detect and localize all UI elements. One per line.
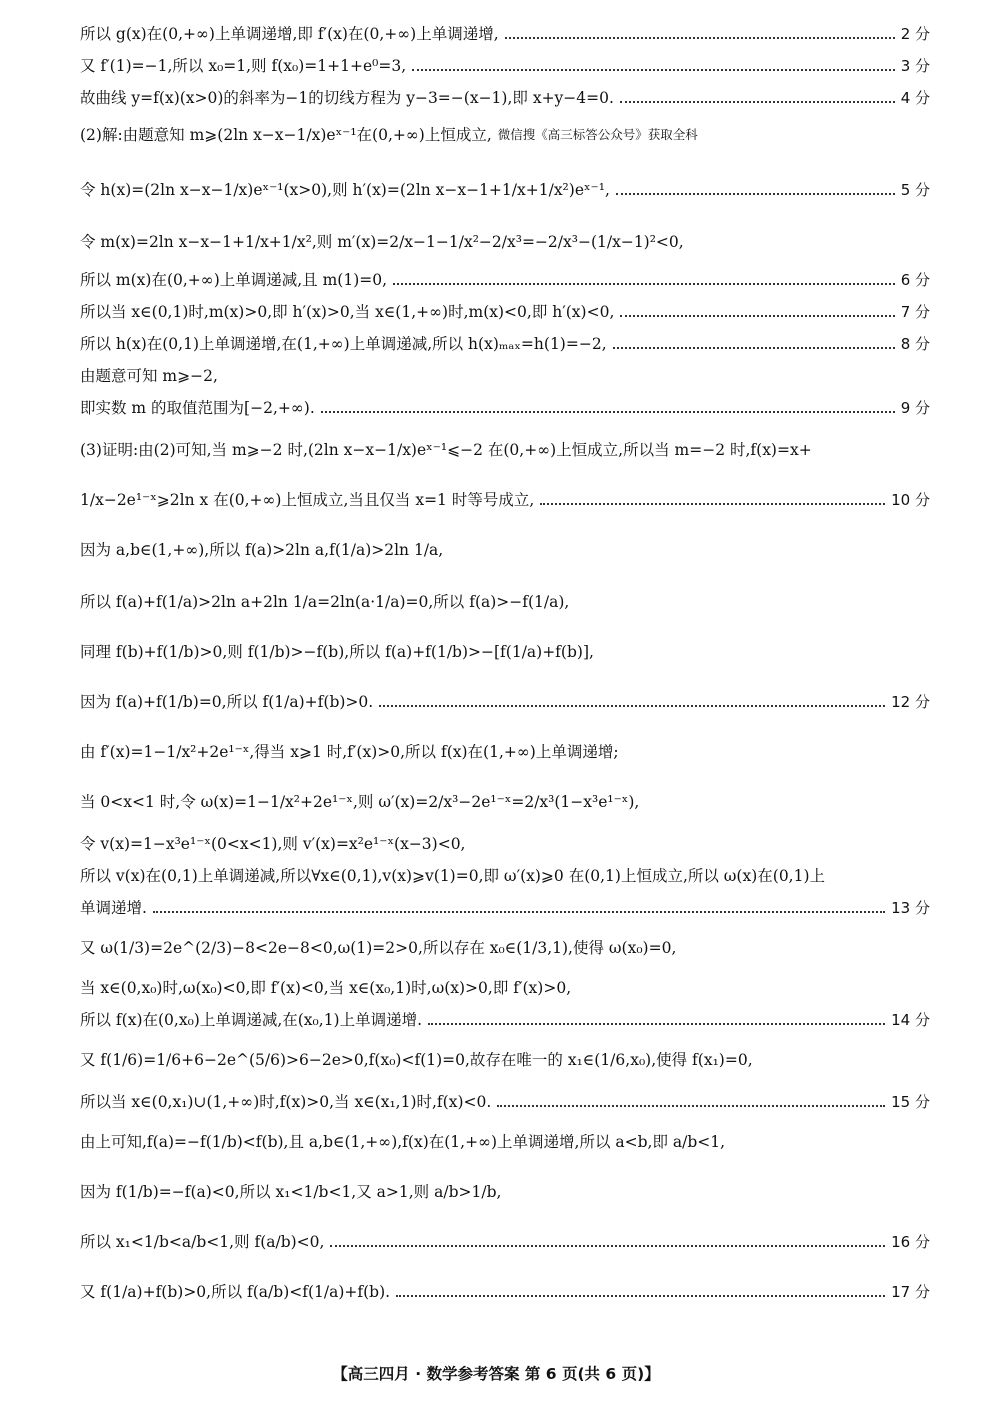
dot-leader [153, 911, 885, 913]
text-line: (3)证明:由(2)可知,当 m⩾−2 时,(2ln x−x−1/x)eˣ⁻¹⩽−2 在(0,+∞)上恒成立,所以当 m=−2 时,f(x)=x+ [80, 441, 812, 459]
page-footer: 【高三四月 · 数学参考答案 第 6 页(共 6 页)】 [332, 1365, 660, 1383]
text-line: 即实数 m 的取值范围为[−2,+∞). 9 分 [80, 399, 930, 417]
text-line: 当 x∈(0,x₀)时,ω(x₀)<0,即 f′(x)<0,当 x∈(x₀,1)时,ω(x)>0,即 f′(x)>0, [80, 979, 572, 997]
text-line: 令 h(x)=(2ln x−x−1/x)eˣ⁻¹(x>0),则 h′(x)=(2ln x−x−1+1/x+1/x²)eˣ⁻¹, 5 分 [80, 181, 930, 199]
text-line: 由题意可知 m⩾−2, [80, 367, 218, 385]
score-mark: 5 分 [900, 181, 930, 199]
text-line: 因为 a,b∈(1,+∞),所以 f(a)>2ln a,f(1/a)>2ln 1/a, [80, 541, 444, 559]
dot-leader [428, 1023, 885, 1025]
text-line: 所以当 x∈(0,x₁)∪(1,+∞)时,f(x)>0,当 x∈(x₁,1)时,f(x)<0. 15 分 [80, 1093, 930, 1111]
text-line: 所以 f(x)在(0,x₀)上单调递减,在(x₀,1)上单调递增. 14 分 [80, 1011, 930, 1029]
score-mark: 14 分 [891, 1011, 930, 1029]
score-mark: 16 分 [891, 1233, 930, 1251]
text-line: 又 f(1/a)+f(b)>0,所以 f(a/b)<f(1/a)+f(b). 17 分 [80, 1283, 930, 1301]
text-line: 由上可知,f(a)=−f(1/b)<f(b),且 a,b∈(1,+∞),f(x)在(1,+∞)上单调递增,所以 a<b,即 a/b<1, [80, 1133, 726, 1151]
score-mark: 15 分 [891, 1093, 930, 1111]
score-mark: 17 分 [891, 1283, 930, 1301]
dot-leader [412, 69, 895, 71]
score-mark: 4 分 [900, 89, 930, 107]
text-line: (2)解:由题意知 m⩾(2ln x−x−1/x)eˣ⁻¹在(0,+∞)上恒成立, 微信搜《高三标答公众号》获取全科 [80, 126, 698, 144]
text-line: 所以 m(x)在(0,+∞)上单调递减,且 m(1)=0, 6 分 [80, 271, 930, 289]
dot-leader [613, 347, 895, 349]
text-line: 由 f′(x)=1−1/x²+2e¹⁻ˣ,得当 x⩾1 时,f′(x)>0,所以 f(x)在(1,+∞)上单调递增; [80, 743, 619, 761]
text-line: 所以 x₁<1/b<a/b<1,则 f(a/b)<0, 16 分 [80, 1233, 930, 1251]
text-line: 令 m(x)=2ln x−x−1+1/x+1/x²,则 m′(x)=2/x−1−1/x²−2/x³=−2/x³−(1/x−1)²<0, [80, 233, 684, 251]
text-line: 又 ω(1/3)=2e^(2/3)−8<2e−8<0,ω(1)=2>0,所以存在 x₀∈(1/3,1),使得 ω(x₀)=0, [80, 939, 677, 957]
score-mark: 2 分 [900, 25, 930, 43]
score-mark: 3 分 [900, 57, 930, 75]
text-line: 同理 f(b)+f(1/b)>0,则 f(1/b)>−f(b),所以 f(a)+f(1/b)>−[f(1/a)+f(b)], [80, 643, 594, 661]
dot-leader [620, 315, 894, 317]
dot-leader [540, 503, 885, 505]
dot-leader [379, 705, 885, 707]
score-mark: 10 分 [891, 491, 930, 509]
dot-leader [330, 1245, 885, 1247]
score-mark: 9 分 [900, 399, 930, 417]
score-mark: 13 分 [891, 899, 930, 917]
text-line: 1/x−2e¹⁻ˣ⩾2ln x 在(0,+∞)上恒成立,当且仅当 x=1 时等号成立, 10 分 [80, 491, 930, 509]
dot-leader [616, 193, 895, 195]
dot-leader [620, 101, 895, 103]
dot-leader [505, 37, 895, 39]
text-line: 单调递增. 13 分 [80, 899, 930, 917]
text-line: 又 f(1/6)=1/6+6−2e^(5/6)>6−2e>0,f(x₀)<f(1)=0,故存在唯一的 x₁∈(1/6,x₀),使得 f(x₁)=0, [80, 1051, 753, 1069]
text-line: 所以 g(x)在(0,+∞)上单调递增,即 f′(x)在(0,+∞)上单调递增, 2 分 [80, 25, 930, 43]
text-line: 所以当 x∈(0,1)时,m(x)>0,即 h′(x)>0,当 x∈(1,+∞)时,m(x)<0,即 h′(x)<0, 7 分 [80, 303, 930, 321]
dot-leader [497, 1105, 885, 1107]
text-line: 故曲线 y=f(x)(x>0)的斜率为−1的切线方程为 y−3=−(x−1),即 x+y−4=0. 4 分 [80, 89, 930, 107]
text-line: 所以 v(x)在(0,1)上单调递减,所以∀x∈(0,1),v(x)⩾v(1)=0,即 ω′(x)⩾0 在(0,1)上恒成立,所以 ω(x)在(0,1)上 [80, 867, 826, 885]
text-line: 所以 f(a)+f(1/a)>2ln a+2ln 1/a=2ln(a·1/a)=0,所以 f(a)>−f(1/a), [80, 593, 570, 611]
score-mark: 12 分 [891, 693, 930, 711]
score-mark: 6 分 [900, 271, 930, 289]
dot-leader [321, 411, 895, 413]
score-mark: 7 分 [900, 303, 930, 321]
text-line: 又 f′(1)=−1,所以 x₀=1,则 f(x₀)=1+1+e⁰=3, 3 分 [80, 57, 930, 75]
score-mark: 8 分 [900, 335, 930, 353]
dot-leader [396, 1295, 885, 1297]
text-line: 因为 f(1/b)=−f(a)<0,所以 x₁<1/b<1,又 a>1,则 a/b>1/b, [80, 1183, 502, 1201]
wechat-note: 微信搜《高三标答公众号》获取全科 [497, 127, 698, 142]
text-line: 因为 f(a)+f(1/b)=0,所以 f(1/a)+f(b)>0. 12 分 [80, 693, 930, 711]
text-line: 令 v(x)=1−x³e¹⁻ˣ(0<x<1),则 v′(x)=x²e¹⁻ˣ(x−3)<0, [80, 835, 466, 853]
text-line: 所以 h(x)在(0,1)上单调递增,在(1,+∞)上单调递减,所以 h(x)ₘₐₓ=h(1)=−2, 8 分 [80, 335, 930, 353]
dot-leader [393, 283, 895, 285]
text-line: 当 0<x<1 时,令 ω(x)=1−1/x²+2e¹⁻ˣ,则 ω′(x)=2/x³−2e¹⁻ˣ=2/x³(1−x³e¹⁻ˣ), [80, 793, 640, 811]
